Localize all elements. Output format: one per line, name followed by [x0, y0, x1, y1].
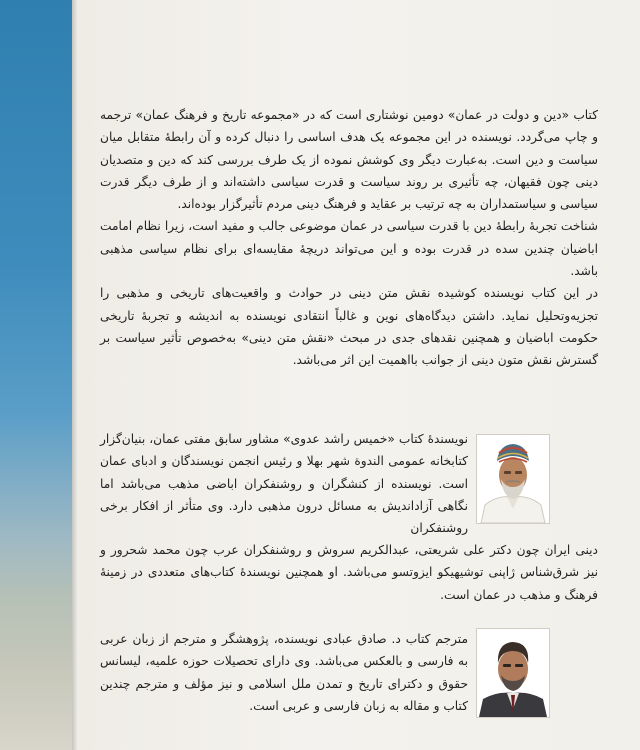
intro-paragraph-3: در این کتاب نویسنده کوشیده نقش متن دینی در حوادث و واقعیت‌های تاریخی و مذهبی را تجزیه‌وتحلیل نماید. داشتن دیدگاه‌های نوین و غالباً انتقادی نویسنده به اندیشه و تجربهٔ تاریخی حکومت اباضیان و همچنین نقدهای جدی در مبحث «نقش متن دینی» به‌خصوص تأثیر سیاست بر گسترش نقش متون دینی از جوانب با‌اهمیت این اثر می‌باشد.: [100, 286, 598, 368]
author-bio: نویسندهٔ کتاب «خمیس راشد عدوی» مشاور سابق مفتی عمان، بنیان‌گزار کتابخانه عمومی الندوة شهر بهلا و رئیس انجمن نویسندگان و ادبای عمان است. نویسنده از کنشگران و روشنفکران اباضی مذهب می‌باشد اما نگاهی آزاداندیش به مسائل درون مذهبی دارد. وی متأثر از افکار برخی روشنفکران: [100, 432, 468, 536]
intro-paragraph-1: کتاب «دین و دولت در عمان» دومین نوشتاری است که در «مجموعه تاریخ و فرهنگ عمان» ترجمه و چاپ می‌گردد. نویسنده در این مجموعه یک هدف اساسی را دنبال کرده و آن رابطهٔ متقابل میان سیاست و دین است. به‌عبارت دیگر وی کوشش نموده از یک طرف بررسی کند که دین و متصدیان دینی چون فقیهان، چه تأثیری بر روند سیاست و قدرت سیاسی داشته‌اند و از طرف دیگر قدرت سیاسی و سیاستمداران به چه ترتیب بر عقاید و فرهنگ دینی مردم تأثیرگزار بوده‌اند.: [100, 108, 598, 212]
intro-section: [100, 104, 598, 372]
back-cover-page: [78, 0, 640, 750]
book-spine: [0, 0, 72, 750]
translator-photo: [476, 628, 550, 718]
author-bio-continued: دینی ایران چون دکتر علی شریعتی، عبدالکریم سروش و روشنفکران عرب چون محمد شحرور و نیز شرق‌شناس ژاپنی توشیهیکو ایزوتسو می‌باشد. او همچنین نویسندهٔ کتاب‌های متعددی در زمینهٔ فرهنگ و مذهب در عمان است.: [100, 543, 598, 602]
author-portrait-image: [477, 435, 549, 523]
translator-bio: مترجم کتاب د. صادق عبادی نویسنده، پژوهشگر و مترجم از زبان عربی به فارسی و بالعکس می‌باشد. وی دارای تحصیلات حوزه علمیه، لیسانس حقوق و دکترای تاریخ و تمدن ملل اسلامی و نیز مؤلف و مترجم چندین کتاب و مقاله به زبان فارسی و عربی است.: [100, 632, 468, 713]
translator-portrait-image: [477, 629, 549, 717]
author-photo: [476, 434, 550, 524]
intro-paragraph-2: شناخت تجربهٔ رابطهٔ دین با قدرت سیاسی در عمان موضوعی جالب و مفید است، زیرا نظام امامت اباضیان چندین سده در قدرت بوده و این می‌تواند دریچهٔ مقایسه‌ای برای نظام سیاسی مذهبی باشد.: [100, 219, 598, 279]
